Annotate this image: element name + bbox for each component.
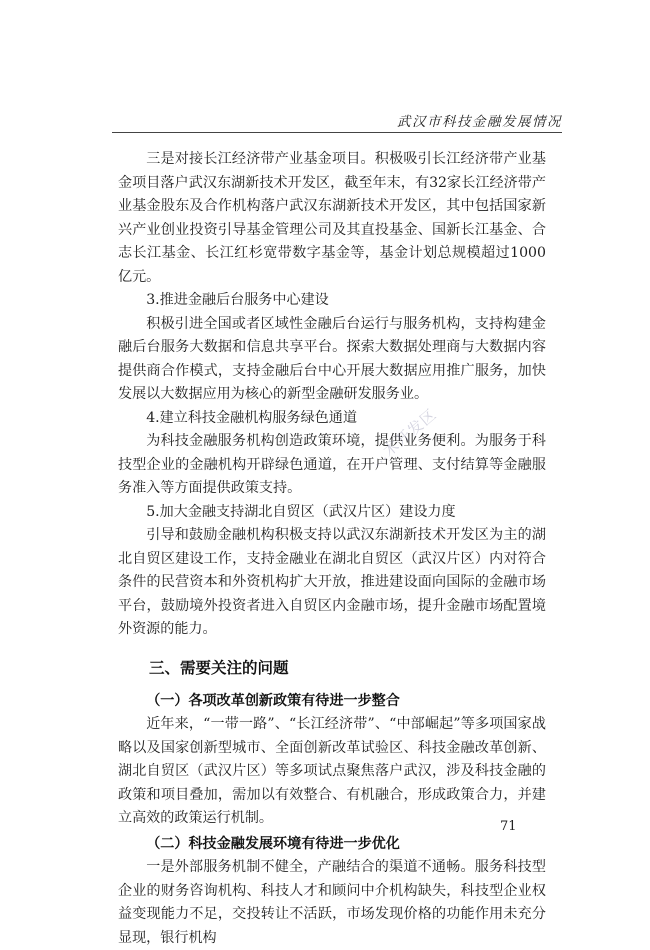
running-head: 武汉市科技金融发展情况 (397, 114, 562, 130)
page-number: 71 (500, 819, 517, 834)
subheading-4: 4.建立科技金融机构服务绿色通道 (146, 409, 357, 426)
header-rule (112, 132, 562, 133)
subheading-5: 5.加大金融支持湖北自贸区（武汉片区）建设力度 (146, 503, 456, 520)
paragraph: 积极引进全国或者区域性金融后台运行与服务机构，支持构建金融后台服务大数据和信息共享平台。探索大数据处理商与大数据内容提供商合作模式，支持金融后台中心开展大数据应用推广服务，加快发展以大数据应用为核心的新型金融研发服务业。 (118, 315, 546, 402)
paragraph: 引导和鼓励金融机构积极支持以武汉东湖新技术开发区为主的湖北自贸区建设工作，支持金融业在湖北自贸区（武汉片区）内对符合条件的民营资本和外资机构扩大开放，推进建设面向国际的金融市场平台，鼓励境外投资者进入自贸区内金融市场，提升金融市场配置境外资源的能力。 (118, 527, 546, 637)
subsection-heading-1: （一）各项改革创新政策有待进一步整合 (146, 692, 400, 709)
subheading-3: 3.推进金融后台服务中心建设 (146, 292, 329, 308)
paragraph: 一是外部服务机制不健全，产融结合的渠道不通畅。服务科技型企业的财务咨询机构、科技人才和顾问中介机构缺失，科技型企业权益变现能力不足，交投转让不活跃，市场发现价格的功能作用未充分显现，银行机构 (118, 859, 546, 946)
page-body (118, 148, 546, 950)
watermark: …术开发区 (367, 405, 441, 471)
subsection-heading-2: （二）科技金融发展环境有待进一步优化 (146, 835, 400, 852)
paragraph: 三是对接长江经济带产业基金项目。积极吸引长江经济带产业基金项目落户武汉东湖新技术开发区，截至年末，有32家长江经济带产业基金股东及合作机构落户武汉东湖新技术开发区，其中包括国家新兴产业创业投资引导基金管理公司及其直投基金、国新长江基金、合志长江基金、长江红杉宽带数字基金等，基金计划总规模超过1000亿元。 (118, 151, 546, 285)
section-heading: 三、需要关注的问题 (149, 658, 289, 677)
paragraph: 为科技金融服务机构创造政策环境，提供业务便利。为服务于科技型企业的金融机构开辟绿色通道，在开户管理、支付结算等金融服务准入等方面提供政策支持。 (118, 433, 546, 496)
paragraph: 近年来，“一带一路”、“长江经济带”、“中部崛起”等多项国家战略以及国家创新型城市、全面创新改革试验区、科技金融改革创新、湖北自贸区（武汉片区）等多项试点聚焦落户武汉，涉及科技金融的政策和项目叠加，需加以有效整合、有机融合，形成政策合力，并建立高效的政策运行机制。 (118, 716, 546, 826)
